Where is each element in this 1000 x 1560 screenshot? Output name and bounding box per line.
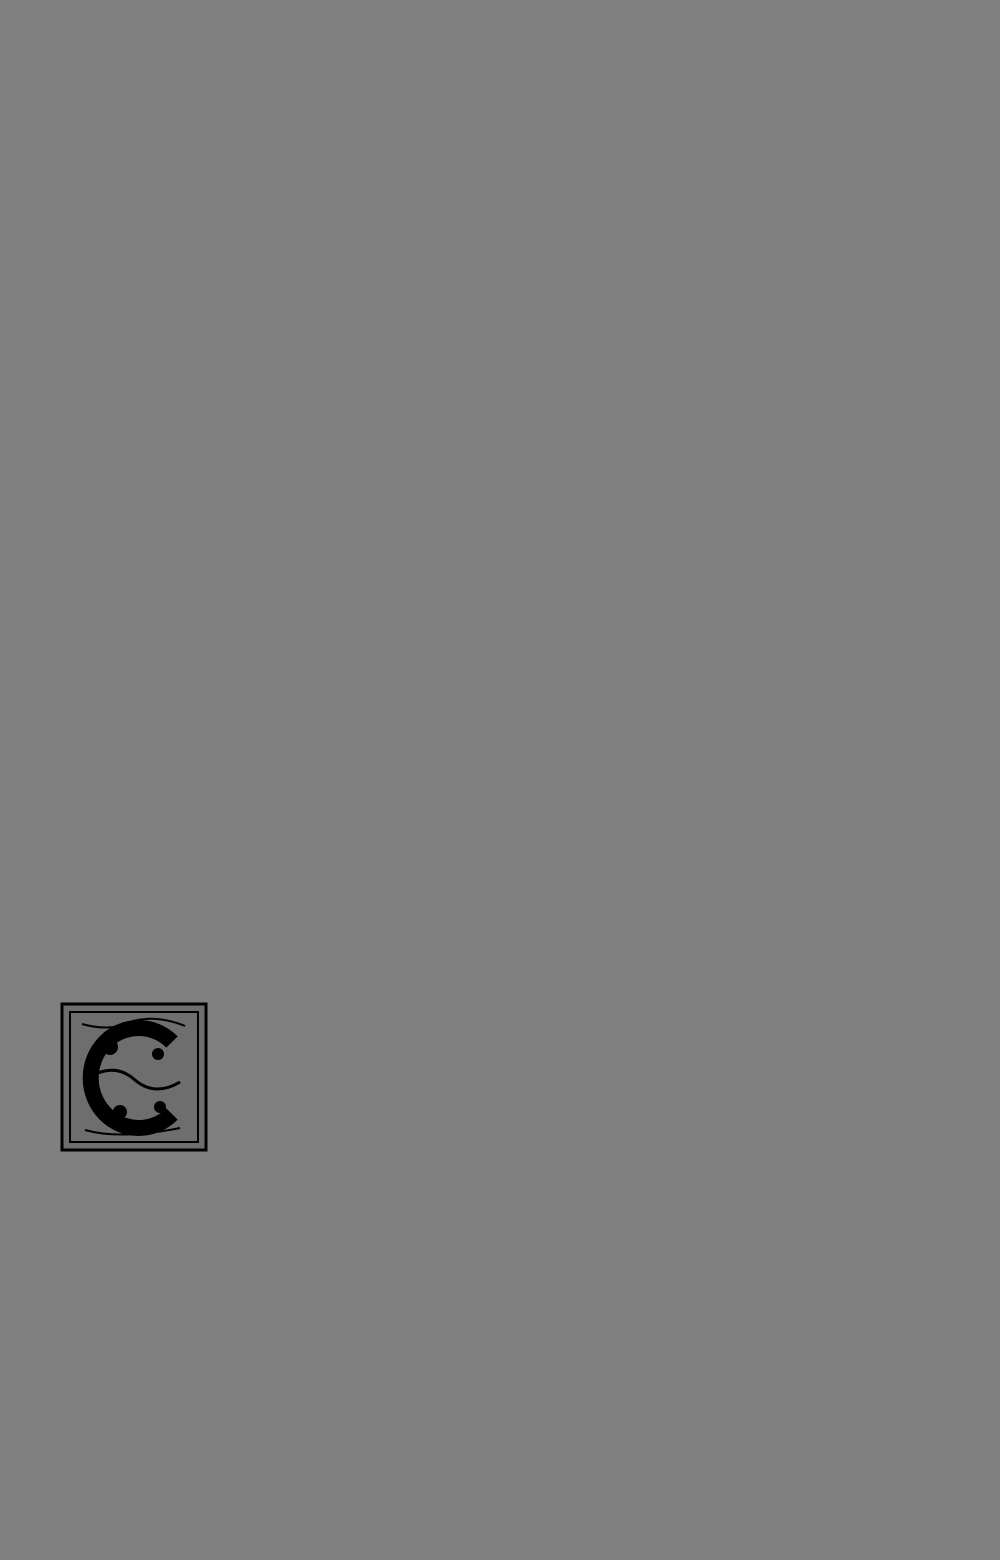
page-header: [0, 88, 1000, 132]
page-footer: [0, 1474, 1000, 1504]
chapter-heading: [0, 928, 1000, 988]
decorated-initial-c: [60, 1002, 208, 1152]
ornament-initial-icon: [60, 1002, 208, 1152]
